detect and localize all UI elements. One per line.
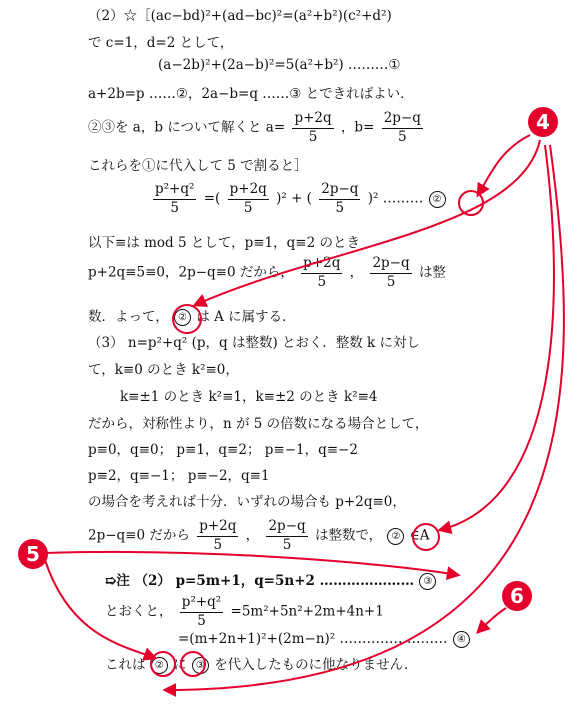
line-16-text: p≡2，q≡−1； p≡−2，q≡1 bbox=[88, 468, 270, 484]
line-9-end: は整 bbox=[418, 264, 446, 281]
circled-number-2: ② bbox=[151, 657, 168, 674]
fraction-denominator: 5 bbox=[308, 128, 318, 145]
fraction-numerator: p²+q² bbox=[153, 183, 196, 200]
fraction-2pq-line18 bbox=[266, 520, 307, 552]
line-5 bbox=[88, 112, 426, 144]
fraction-denominator: 5 bbox=[317, 273, 327, 290]
circled-number-2: ② bbox=[387, 528, 404, 545]
highlight-ring-line10 bbox=[172, 304, 202, 334]
fraction-denominator: 5 bbox=[282, 536, 292, 553]
highlight-ring-line22-b bbox=[180, 651, 206, 677]
line-11 bbox=[88, 337, 420, 351]
fraction-denominator: 5 bbox=[213, 536, 223, 553]
line-1-text: （2）☆［(ac−bd)²+(ad−bc)²=(a²+b²)(c²+d²) bbox=[88, 8, 392, 24]
line-18-mid: は整数で， bbox=[314, 527, 383, 544]
fraction-sum-squares-note bbox=[180, 596, 223, 628]
fraction-p2q bbox=[228, 183, 269, 215]
line-2-text: で c=1，d=2 として， bbox=[88, 35, 234, 51]
line-6 bbox=[88, 160, 308, 174]
line-8 bbox=[88, 237, 360, 251]
line-20-prefix: とおくと， bbox=[105, 603, 173, 620]
line-20-end: =5m²+5n²+2m+4n+1 bbox=[230, 603, 384, 620]
fraction-numerator: p+2q bbox=[228, 183, 269, 200]
line-9 bbox=[88, 257, 446, 289]
line-5-mid: ，b= bbox=[340, 119, 375, 136]
fraction-b bbox=[382, 112, 423, 144]
line-13-text: k≡±1 のとき k²≡1，k≡±2 のとき k²≡4 bbox=[120, 389, 378, 405]
fraction-numerator: 2p−q bbox=[266, 520, 307, 537]
line-17-text: の場合を考えれば十分．いずれの場合も p+2q≡0， bbox=[88, 494, 406, 510]
fraction-denominator: 5 bbox=[170, 199, 179, 216]
fraction-numerator: p+2q bbox=[292, 112, 333, 129]
badge-5: 5 bbox=[18, 539, 48, 569]
line-14 bbox=[88, 418, 428, 432]
line-22-prefix: これは bbox=[105, 657, 146, 673]
line-11-text: （3） n=p²+q² (p，q は整数) とおく．整数 k に対し bbox=[88, 335, 420, 351]
line-6-text: これらを①に代入して 5 で割ると］ bbox=[88, 158, 308, 174]
fraction-denominator: 5 bbox=[386, 273, 396, 290]
line-20 bbox=[105, 596, 384, 628]
line-8-text: 以下≡は mod 5 として，p≡1，q≡2 のとき bbox=[88, 235, 360, 251]
line-5-prefix: ②③を a，b について解くと a= bbox=[88, 119, 286, 136]
highlight-ring-eq2 bbox=[458, 190, 484, 216]
line-15 bbox=[88, 444, 358, 458]
line-9-sep: ， bbox=[349, 264, 364, 281]
line-3 bbox=[158, 59, 401, 73]
line-7 bbox=[150, 183, 447, 215]
fraction-numerator: 2p−q bbox=[319, 183, 360, 200]
line-7-eq: =( bbox=[203, 190, 221, 207]
line-12 bbox=[88, 364, 239, 378]
line-22-end: を代入したものに他なりません． bbox=[214, 657, 418, 673]
line-18-sep: ， bbox=[245, 527, 260, 544]
line-17 bbox=[88, 496, 406, 510]
note-line-text: ➯注 （2） p=5m+1，q=5n+2 ………………… bbox=[105, 573, 415, 589]
line-18-end: ∈A bbox=[409, 527, 430, 544]
line-10-end: は A に属する． bbox=[196, 309, 296, 325]
fraction-sum-squares bbox=[153, 183, 196, 215]
fraction-numerator: p²+q² bbox=[180, 596, 223, 613]
fraction-p2q-line18 bbox=[197, 520, 238, 552]
line-15-text: p≡0，q≡0； p≡1，q≡2； p≡−1，q≡−2 bbox=[88, 442, 358, 458]
line-18-prefix: 2p−q≡0 だから bbox=[88, 527, 190, 544]
line-18 bbox=[88, 520, 430, 552]
badge-4: 4 bbox=[528, 107, 558, 137]
fraction-2pq-line9 bbox=[370, 257, 411, 289]
fraction-numerator: 2p−q bbox=[382, 112, 423, 129]
line-14-text: だから，対称性より，n が 5 の倍数になる場合として， bbox=[88, 416, 429, 432]
line-7-mid: )² + ( bbox=[276, 190, 312, 207]
fraction-a bbox=[292, 112, 333, 144]
line-21 bbox=[178, 631, 471, 648]
circled-number-4: ④ bbox=[453, 631, 470, 648]
line-9-prefix: p+2q≡5≡0，2p−q≡0 だから， bbox=[88, 264, 294, 281]
line-10-prefix: 数．よって， bbox=[88, 309, 169, 325]
fraction-denominator: 5 bbox=[243, 199, 253, 216]
fraction-numerator: p+2q bbox=[301, 257, 342, 274]
circled-number-3: ③ bbox=[419, 573, 436, 590]
line-21-text: =(m+2n+1)²+(2m−n)² …………………… bbox=[178, 631, 448, 647]
line-12-text: て，k≡0 のとき k²≡0， bbox=[88, 362, 239, 378]
fraction-denominator: 5 bbox=[335, 199, 345, 216]
line-7-end: )² ……… bbox=[367, 190, 424, 207]
highlight-ring-line22-a bbox=[150, 651, 176, 677]
line-2 bbox=[88, 37, 233, 51]
line-19 bbox=[105, 573, 437, 590]
badge-6: 6 bbox=[502, 581, 532, 611]
line-1 bbox=[88, 10, 392, 24]
fraction-numerator: 2p−q bbox=[370, 257, 411, 274]
fraction-denominator: 5 bbox=[197, 612, 206, 629]
fraction-denominator: 5 bbox=[398, 128, 407, 145]
circled-number-2: ② bbox=[174, 309, 191, 326]
fraction-2pq bbox=[319, 183, 360, 215]
highlight-ring-line18 bbox=[409, 523, 440, 551]
line-4 bbox=[88, 88, 414, 102]
line-22-mid: に bbox=[173, 657, 187, 673]
circled-number-2: ② bbox=[429, 191, 446, 208]
line-13 bbox=[120, 391, 377, 405]
line-3-text: (a−2b)²+(2a−b)²=5(a²+b²) ………① bbox=[158, 57, 401, 73]
line-16 bbox=[88, 470, 270, 484]
fraction-p2q-line9 bbox=[301, 257, 342, 289]
circled-number-3: ③ bbox=[192, 657, 209, 674]
fraction-numerator: p+2q bbox=[197, 520, 238, 537]
line-4-text: a+2b=p ……②，2a−b=q ……③ とできればよい． bbox=[88, 86, 414, 102]
